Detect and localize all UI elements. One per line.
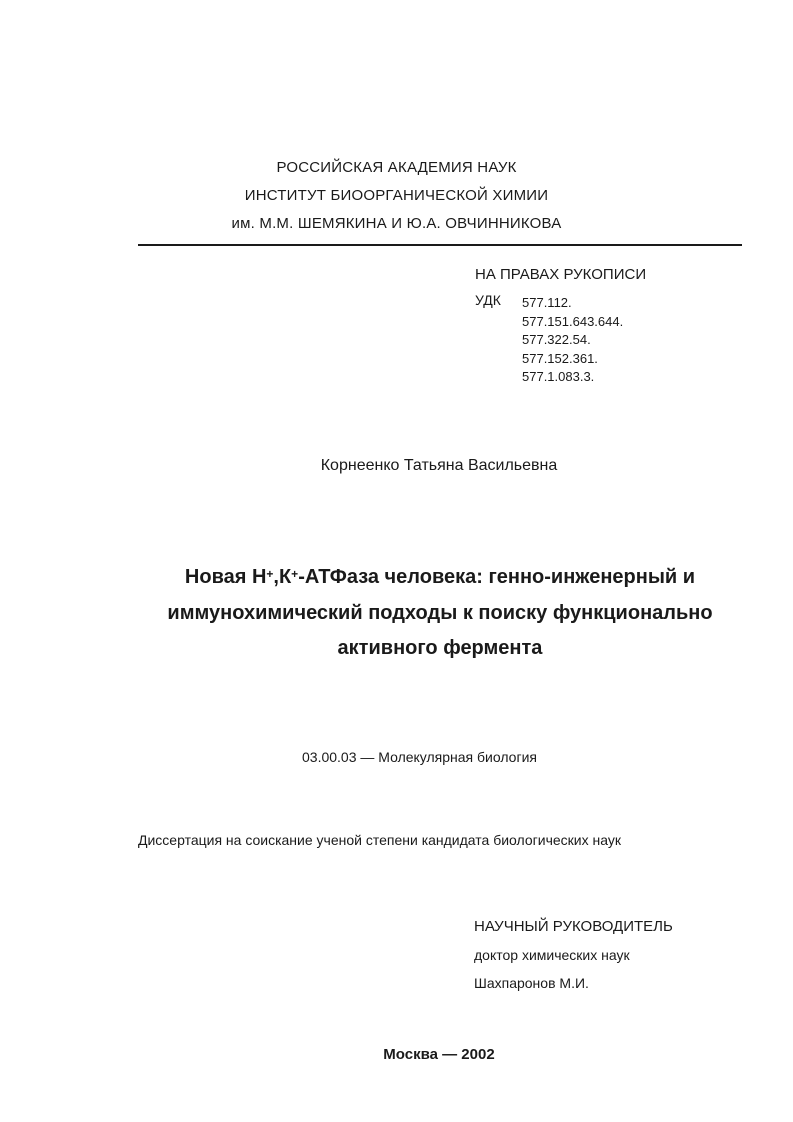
title-part: ,К [273, 566, 292, 588]
advisor-role: НАУЧНЫЙ РУКОВОДИТЕЛЬ [474, 918, 673, 935]
title-part: -АТФаза человека: генно-инженерный и иммунохимический подходы к поиску функционально активного фермента [167, 566, 713, 659]
advisor-block [474, 913, 673, 997]
header-divider [138, 244, 742, 246]
manuscript-note: НА ПРАВАХ РУКОПИСИ [475, 266, 647, 283]
udk-code: 577.151.643.644. [522, 313, 624, 329]
title-superscript: + [266, 567, 274, 581]
institute-name: ИНСТИТУТ БИООРГАНИЧЕСКОЙ ХИМИИ [244, 187, 549, 204]
academy-name: РОССИЙСКАЯ АКАДЕМИЯ НАУК [276, 159, 517, 176]
dissertation-title [120, 560, 760, 667]
city-year: Москва — 2002 [383, 1046, 495, 1063]
udk-label: УДК [475, 292, 501, 308]
udk-code: 577.322.54. [522, 332, 591, 347]
advisor-name: Шахпаронов М.И. [474, 975, 589, 991]
dissertation-degree: Диссертация на соискание ученой степени кандидата биологических наук [138, 832, 621, 848]
specialty-code: 03.00.03 — Молекулярная биология [302, 749, 537, 765]
title-part: Новая Н [184, 566, 267, 588]
udk-code-list [522, 294, 623, 387]
udk-code: 577.112. [522, 295, 572, 310]
title-superscript: + [291, 567, 299, 581]
advisor-degree: доктор химических наук [474, 947, 630, 963]
author-name: Корнеенко Татьяна Васильевна [320, 457, 558, 474]
institute-named-after: им. М.М. ШЕМЯКИНА И Ю.А. ОВЧИННИКОВА [231, 215, 562, 232]
udk-code: 577.152.361. [522, 350, 598, 366]
udk-code: 577.1.083.3. [522, 369, 595, 384]
